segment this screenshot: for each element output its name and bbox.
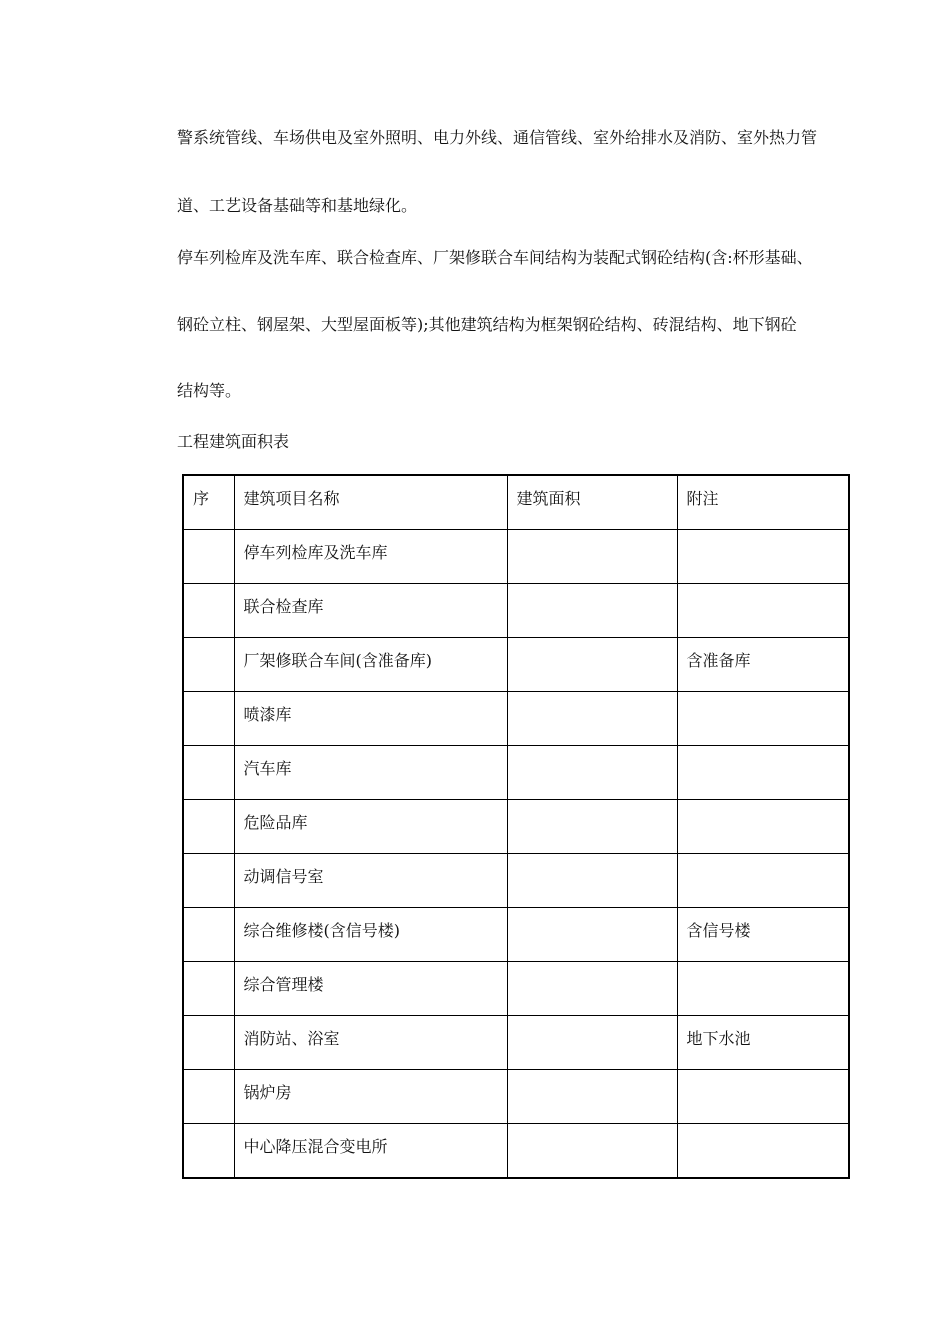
cell-name: 喷漆库 xyxy=(234,692,507,746)
header-area: 建筑面积 xyxy=(507,475,677,530)
paragraph-1-line-2: 道、工艺设备基础等和基地绿化。 xyxy=(177,196,418,215)
cell-note xyxy=(677,854,849,908)
cell-note: 地下水池 xyxy=(677,1016,849,1070)
table-row xyxy=(183,1124,849,1179)
table-row xyxy=(183,692,849,746)
table-row xyxy=(183,1016,849,1070)
table-row xyxy=(183,638,849,692)
cell-name: 联合检查库 xyxy=(234,584,507,638)
cell-name: 综合维修楼(含信号楼) xyxy=(234,908,507,962)
cell-no xyxy=(183,962,234,1016)
table-row xyxy=(183,746,849,800)
header-note: 附注 xyxy=(677,475,849,530)
cell-area xyxy=(507,1070,677,1124)
cell-note: 含准备库 xyxy=(677,638,849,692)
header-no: 序 xyxy=(183,475,234,530)
cell-name: 中心降压混合变电所 xyxy=(234,1124,507,1179)
cell-name: 综合管理楼 xyxy=(234,962,507,1016)
table-row xyxy=(183,908,849,962)
cell-note xyxy=(677,530,849,584)
table-caption: 工程建筑面积表 xyxy=(177,432,290,451)
cell-no xyxy=(183,1016,234,1070)
cell-name: 消防站、浴室 xyxy=(234,1016,507,1070)
table-row xyxy=(183,962,849,1016)
building-area-table xyxy=(182,474,850,1179)
table-row xyxy=(183,530,849,584)
cell-area xyxy=(507,1124,677,1179)
cell-area xyxy=(507,854,677,908)
cell-no xyxy=(183,908,234,962)
cell-area xyxy=(507,692,677,746)
cell-note xyxy=(677,962,849,1016)
cell-area xyxy=(507,800,677,854)
paragraph-1-line-1: 警系统管线、车场供电及室外照明、电力外线、通信管线、室外给排水及消防、室外热力管 xyxy=(177,128,818,147)
paragraph-2-line-3: 结构等。 xyxy=(177,381,242,400)
cell-area xyxy=(507,908,677,962)
cell-area xyxy=(507,962,677,1016)
cell-no xyxy=(183,1124,234,1179)
cell-area xyxy=(507,1016,677,1070)
table-header-row xyxy=(183,475,849,530)
table-row xyxy=(183,584,849,638)
cell-no xyxy=(183,638,234,692)
cell-name: 锅炉房 xyxy=(234,1070,507,1124)
table-row xyxy=(183,1070,849,1124)
cell-area xyxy=(507,530,677,584)
paragraph-2-line-2: 钢砼立柱、钢屋架、大型屋面板等);其他建筑结构为框架钢砼结构、砖混结构、地下钢砼 xyxy=(177,315,797,334)
table-row xyxy=(183,854,849,908)
header-name: 建筑项目名称 xyxy=(234,475,507,530)
table-row xyxy=(183,800,849,854)
cell-no xyxy=(183,530,234,584)
paragraph-2-line-1: 停车列检库及洗车库、联合检查库、厂架修联合车间结构为装配式钢砼结构(含:杯形基础、 xyxy=(177,248,813,267)
cell-note xyxy=(677,1124,849,1179)
cell-name: 停车列检库及洗车库 xyxy=(234,530,507,584)
cell-no xyxy=(183,800,234,854)
cell-no xyxy=(183,746,234,800)
cell-name: 危险品库 xyxy=(234,800,507,854)
cell-area xyxy=(507,638,677,692)
cell-name: 汽车库 xyxy=(234,746,507,800)
cell-no xyxy=(183,854,234,908)
cell-name: 动调信号室 xyxy=(234,854,507,908)
cell-area xyxy=(507,746,677,800)
cell-note: 含信号楼 xyxy=(677,908,849,962)
cell-no xyxy=(183,584,234,638)
cell-no xyxy=(183,692,234,746)
cell-note xyxy=(677,692,849,746)
cell-note xyxy=(677,746,849,800)
cell-area xyxy=(507,584,677,638)
cell-note xyxy=(677,1070,849,1124)
cell-name: 厂架修联合车间(含准备库) xyxy=(234,638,507,692)
cell-note xyxy=(677,584,849,638)
cell-note xyxy=(677,800,849,854)
cell-no xyxy=(183,1070,234,1124)
